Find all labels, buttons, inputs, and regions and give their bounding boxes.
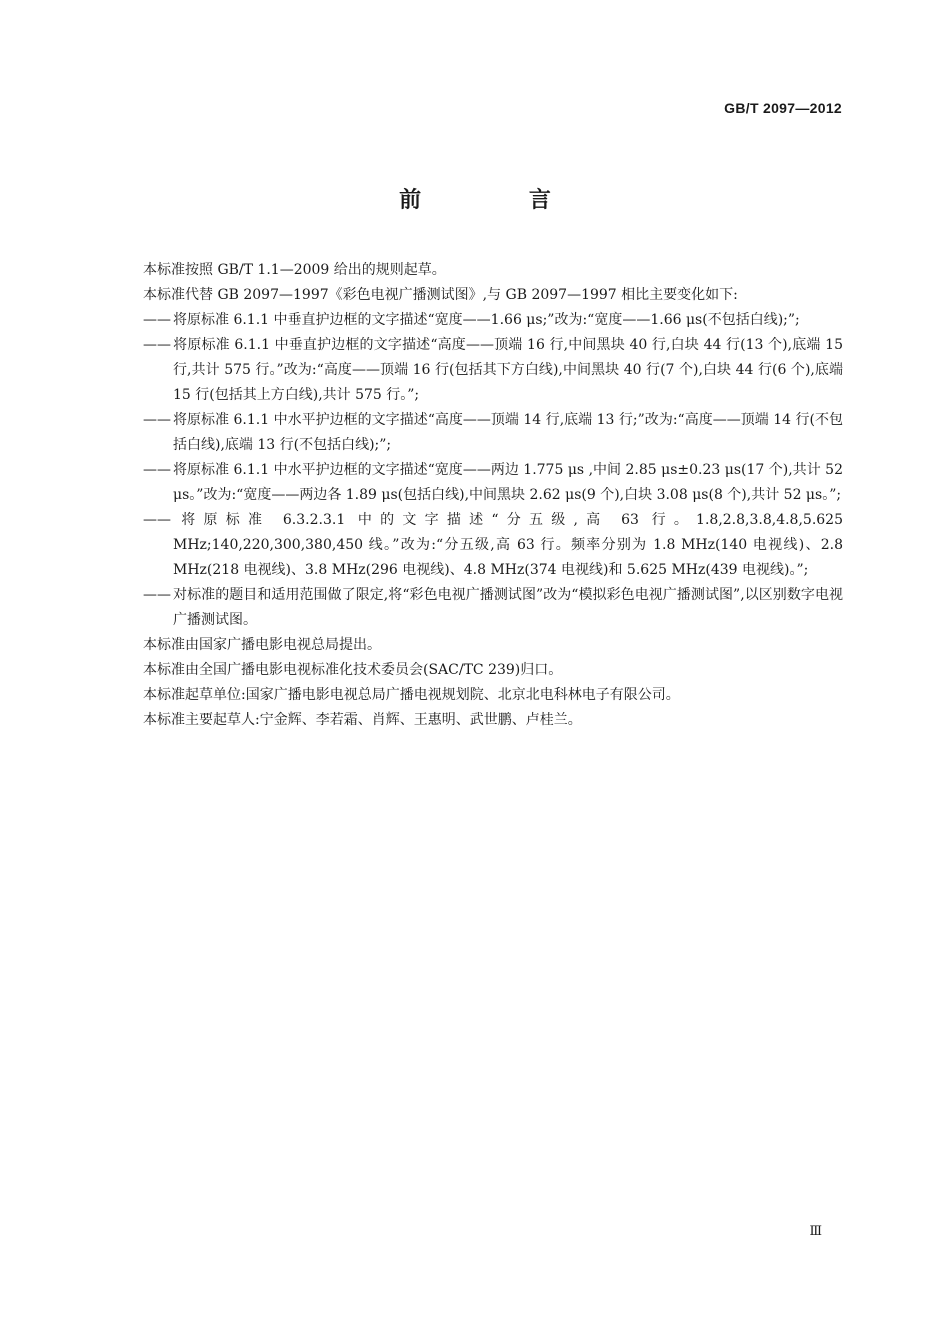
page-number: Ⅲ: [809, 1224, 822, 1239]
closing-paragraph-drafters: 本标准主要起草人:宁金辉、李若霜、肖辉、王惠明、武世鹏、卢桂兰。: [143, 712, 582, 728]
intro-paragraph-drafting-rules: 本标准按照 GB/T 1.1—2009 给出的规则起草。: [143, 262, 446, 278]
intro-paragraph-replacement: 本标准代替 GB 2097—1997《彩色电视广播测试图》,与 GB 2097—1997 相比主要变化如下:: [143, 287, 738, 303]
standard-code: GB/T 2097—2012: [724, 100, 842, 116]
change-item: [143, 308, 843, 333]
change-item-text: 将原标准 6.3.2.3.1 中的文字描述“分五级,高 63 行。1.8,2.8,3.8,4.8,5.625 MHz;140,220,300,380,450 线。”改为:“分五级,高 63 行。频率分别为 1.8 MHz(140 电视线)、2.8 MHz(218 电视线)、3.8 MHz(296 电视线)、4.8 MHz(374 电视线)和 5.625 MHz(439 电视线)。”;: [173, 512, 843, 578]
change-item-text: 将原标准 6.1.1 中水平护边框的文字描述“宽度——两边 1.775 μs ,中间 2.85 μs±0.23 μs(17 个),共计 52 μs。”改为:“宽度——两边各 1.89 μs(包括白线),中间黑块 2.62 μs(9 个),白块 3.08 μs(8 个),共计 52 μs。”;: [173, 462, 843, 503]
change-item: [143, 508, 843, 583]
foreword-body: [143, 258, 843, 733]
dash-marker: ——: [143, 337, 171, 353]
dash-marker: ——: [143, 462, 171, 478]
change-item: [143, 408, 843, 458]
change-item-text: 将原标准 6.1.1 中水平护边框的文字描述“高度——顶端 14 行,底端 13 行;”改为:“高度——顶端 14 行(不包括白线),底端 13 行(不包括白线);”;: [173, 412, 843, 453]
change-item: [143, 333, 843, 408]
closing-paragraph-proposer: 本标准由国家广播电影电视总局提出。: [143, 637, 381, 653]
dash-marker: ——: [143, 587, 171, 603]
dash-marker: ——: [143, 412, 171, 428]
change-item: [143, 458, 843, 508]
dash-marker: ——: [143, 312, 171, 328]
change-item: [143, 583, 843, 633]
change-item-text: 将原标准 6.1.1 中垂直护边框的文字描述“宽度——1.66 μs;”改为:“宽度——1.66 μs(不包括白线);”;: [173, 312, 800, 328]
page-title: 前 言: [399, 188, 601, 213]
closing-paragraph-drafting-units: 本标准起草单位:国家广播电影电视总局广播电视规划院、北京北电科林电子有限公司。: [143, 687, 680, 703]
change-item-text: 将原标准 6.1.1 中垂直护边框的文字描述“高度——顶端 16 行,中间黑块 40 行,白块 44 行(13 个),底端 15 行,共计 575 行。”改为:“高度——顶端 16 行(包括其下方白线),中间黑块 40 行(7 个),白块 44 行(6 个),底端 15 行(包括其上方白线),共计 575 行。”;: [173, 337, 843, 403]
change-item-text: 对标准的题目和适用范围做了限定,将“彩色电视广播测试图”改为“模拟彩色电视广播测试图”,以区别数字电视广播测试图。: [173, 587, 843, 628]
closing-paragraph-committee: 本标准由全国广播电影电视标准化技术委员会(SAC/TC 239)归口。: [143, 662, 563, 678]
dash-marker: ——: [143, 512, 171, 528]
